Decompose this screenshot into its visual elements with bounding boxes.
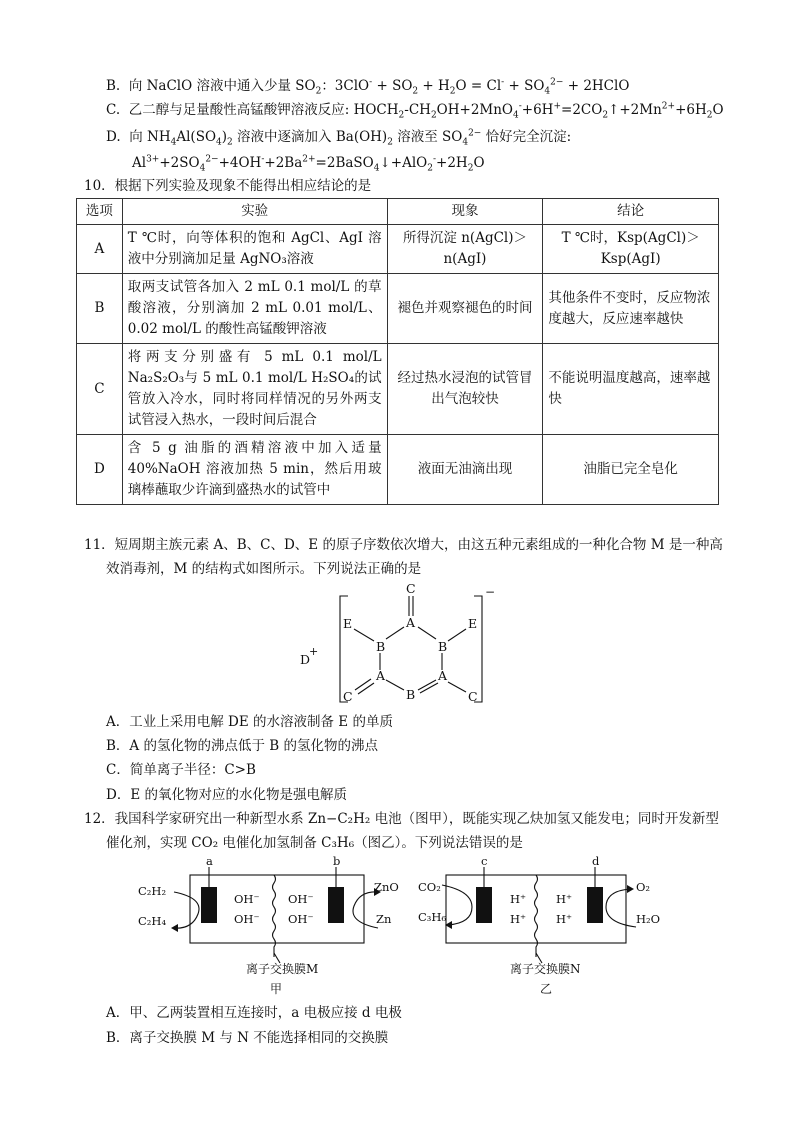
row-phenomenon: 经过热水浸泡的试管冒出气泡较快 (387, 344, 543, 435)
electrode-a-label: a (206, 855, 213, 868)
atom-e-right: E (468, 616, 478, 631)
membrane-label: 离子交换膜M (246, 962, 319, 976)
ion-label: H⁺ (556, 892, 573, 906)
ion-label: OH⁻ (288, 912, 314, 926)
row-option: A (77, 225, 123, 274)
cation-d: D (300, 652, 311, 667)
table-row (77, 435, 719, 505)
atom-c-bottom-right: C (468, 689, 478, 704)
left-out-label: C₃H₆ (418, 910, 447, 924)
anion-charge: − (485, 585, 496, 599)
ion-label: H⁺ (556, 912, 573, 926)
q12-option-a: A．甲、乙两装置相互连接时，a 电极应接 d 电极 (106, 1005, 402, 1021)
electrode-b-label: b (333, 855, 341, 868)
electrode-c-label: c (481, 855, 488, 868)
q9-option-d-equation: $Al^{3+}+2SO_4^{2-}+4OH^-+2Ba^{2+}=2BaSO_4↓+AlO_2^-+2H_2O$ (132, 154, 485, 174)
row-conclusion: 油脂已完全皂化 (543, 435, 719, 505)
ion-label: OH⁻ (288, 892, 314, 906)
q9-option-b: B. 向 NaClO 溶液中通入少量 $SO_2$：$3ClO^- + SO_2 + H_2O = Cl^- + SO_4^{2-}$ + 2HClO (106, 77, 630, 97)
row-phenomenon: 褪色并观察褪色的时间 (387, 274, 543, 344)
atom-c-bottom-left: C (343, 689, 353, 704)
header-option: 选项 (77, 199, 123, 225)
figure-jia (130, 855, 420, 997)
row-option: D (77, 435, 123, 505)
q12-stem-line1: 12．我国科学家研究出一种新型水系 Zn−C₂H₂ 电池（图甲），既能实现乙炔加氢又能发电；同时开发新型 (84, 811, 719, 827)
figure-yi (412, 855, 692, 997)
row-conclusion: 其他条件不变时，反应物浓度越大，反应速率越快 (543, 274, 719, 344)
q10-table (76, 198, 719, 505)
atom-b-bottom: B (406, 687, 416, 702)
header-experiment: 实验 (122, 199, 387, 225)
q12-stem-line2: 催化剂，实现 CO₂ 电催化加氢制备 C₃H₆（图乙）。下列说法错误的是 (106, 835, 523, 851)
right-in-label: Zn (376, 912, 392, 926)
q12-option-b: B．离子交换膜 M 与 N 不能选择相同的交换膜 (106, 1030, 389, 1046)
row-option: C (77, 344, 123, 435)
q11-option-b: B．A 的氢化物的沸点低于 B 的氢化物的沸点 (106, 738, 378, 754)
atom-b-right: B (438, 639, 448, 654)
left-in-label: C₂H₂ (138, 884, 167, 898)
q11-structure-diagram (290, 578, 510, 708)
row-conclusion: T ℃时，Ksp(AgCl)＞Ksp(AgI) (543, 225, 719, 274)
ion-label: H⁺ (510, 912, 527, 926)
q10-stem: 10．根据下列实验及现象不能得出相应结论的是 (84, 178, 372, 194)
q11-option-a: A．工业上采用电解 DE 的水溶液制备 E 的单质 (106, 714, 393, 730)
table-row (77, 225, 719, 274)
right-in-label: H₂O (636, 912, 661, 926)
left-in-label: CO₂ (418, 880, 441, 894)
q11-option-d: D．E 的氧化物对应的水化物是强电解质 (106, 787, 347, 803)
row-phenomenon: 所得沉淀 n(AgCl)＞n(AgI) (387, 225, 543, 274)
ion-label: H⁺ (510, 892, 527, 906)
row-experiment: 取两支试管各加入 2 mL 0.1 mol/L 的草酸溶液，分别滴加 2 mL 0.01 mol/L、0.02 mol/L 的酸性高锰酸钾溶液 (122, 274, 387, 344)
atom-e-left: E (343, 616, 353, 631)
row-conclusion: 不能说明温度越高，速率越快 (543, 344, 719, 435)
q11-option-c: C．简单离子半径：C>B (106, 762, 256, 778)
row-option: B (77, 274, 123, 344)
membrane-label: 离子交换膜N (510, 962, 581, 976)
row-experiment: 含 5 g 油脂的酒精溶液中加入适量 40%NaOH 溶液加热 5 min，然后用玻璃棒蘸取少许滴到盛热水的试管中 (122, 435, 387, 505)
table-row (77, 274, 719, 344)
header-phenomenon: 现象 (387, 199, 543, 225)
q9-option-d: D. 向 $NH_4Al(SO_4)_2$ 溶液中逐滴加入 $Ba(OH)_2$ 溶液至 $SO_4^{2-}$ 恰好完全沉淀: (106, 128, 572, 148)
q9-option-c: C. 乙二醇与足量酸性高锰酸钾溶液反应: $HOCH_2-CH_2OH+2MnO_4^-+6H^+=2CO_2↑+2Mn^{2+}+6H_2O$ (106, 101, 724, 121)
atom-b-left: B (376, 639, 386, 654)
row-experiment: 将两支分别盛有 5 mL 0.1 mol/L Na₂S₂O₃与 5 mL 0.1 mol/L H₂SO₄的试管放入冷水，同时将同样情况的另外两支试管浸入热水，一段时间后混合 (122, 344, 387, 435)
row-phenomenon: 液面无油滴出现 (387, 435, 543, 505)
atom-c-top: C (406, 581, 416, 596)
right-out-label: O₂ (636, 880, 651, 894)
cation-charge: + (309, 645, 319, 658)
right-out-label: ZnO (374, 880, 399, 894)
figure-caption: 乙 (540, 982, 553, 996)
ion-label: OH⁻ (234, 892, 260, 906)
ion-label: OH⁻ (234, 912, 260, 926)
header-conclusion: 结论 (543, 199, 719, 225)
figure-caption: 甲 (270, 982, 283, 996)
atom-a-bottom-left: A (376, 668, 386, 683)
q11-stem-line2: 效消毒剂，M 的结构式如图所示。下列说法正确的是 (106, 561, 422, 577)
atom-a-bottom-right: A (438, 668, 448, 683)
table-header-row (77, 199, 719, 225)
table-row (77, 344, 719, 435)
electrode-d-label: d (592, 855, 600, 868)
row-experiment: T ℃时，向等体积的饱和 AgCl、AgI 溶液中分别滴加足量 AgNO₃溶液 (122, 225, 387, 274)
atom-a-top: A (406, 615, 416, 630)
left-out-label: C₂H₄ (138, 914, 167, 928)
q11-stem-line1: 11．短周期主族元素 A、B、C、D、E 的原子序数依次增大，由这五种元素组成的一种化合物 M 是一种高 (84, 537, 723, 553)
